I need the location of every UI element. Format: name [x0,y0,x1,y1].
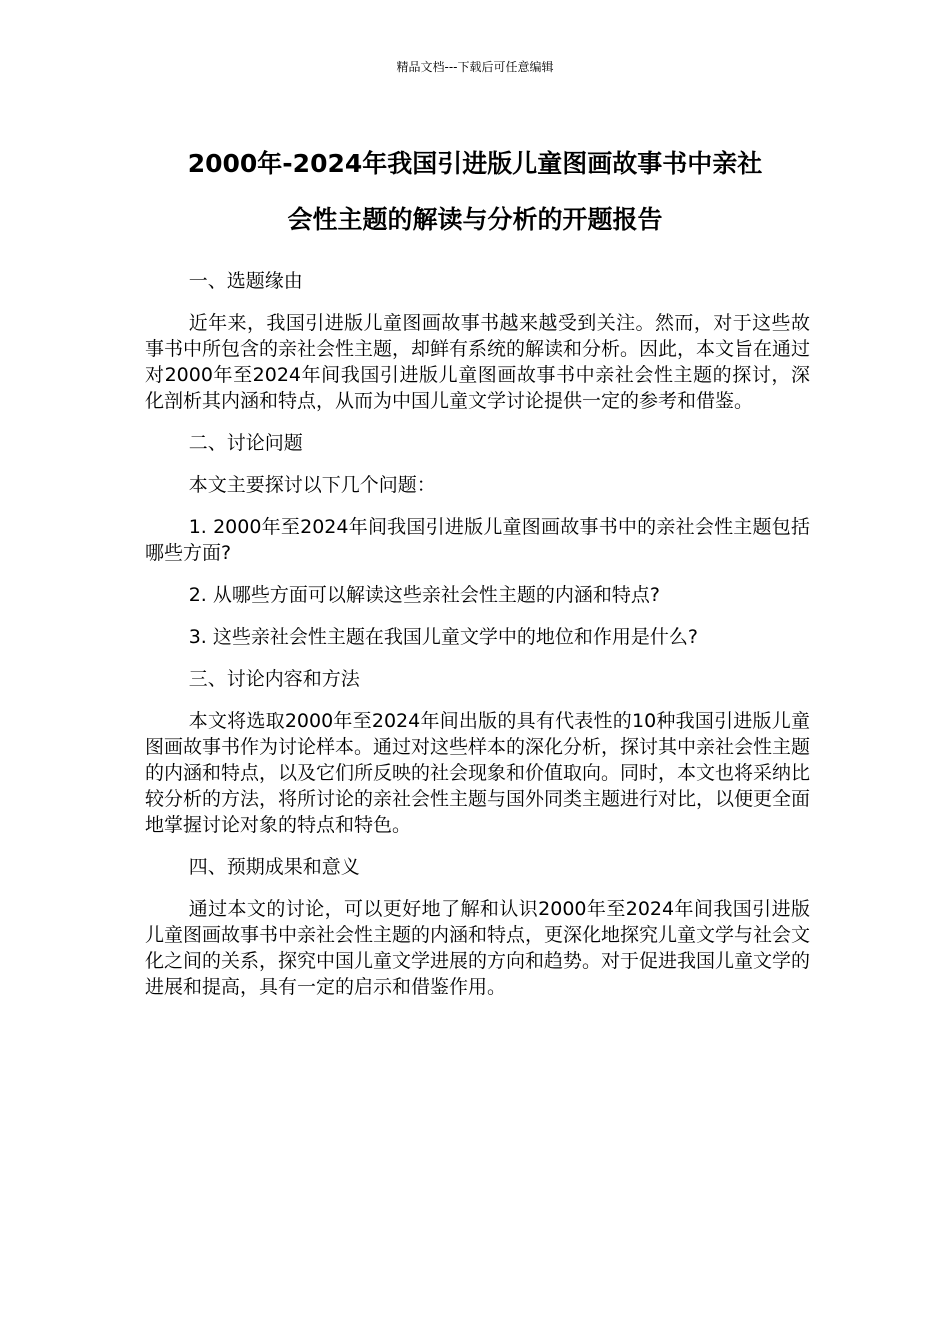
paragraph: 本文主要探讨以下几个问题： [188,474,436,496]
question-item-2: 2. 从哪些方面可以解读这些亲社会性主题的内涵和特点? [188,584,660,606]
question-item-3: 3. 这些亲社会性主题在我国儿童文学中的地位和作用是什么? [188,626,698,648]
section-heading-1: 一、选题缘由 [188,270,303,292]
section-heading-3: 三、讨论内容和方法 [188,668,360,690]
paragraph: 近年来，我国引进版儿童图画故事书越来越受到关注。然而，对于这些故事书中所包含的亲社会性主题，却鲜有系统的解读和分析。因此，本文旨在通过对2000年至2024年间我国引进版儿童图画故事书中亲社会性主题的探讨，深化剖析其内涵和特点，从而为中国儿童文学讨论提供一定的参考和借鉴。 [145,312,811,412]
document-body [145,268,810,1016]
section-heading-2: 二、讨论问题 [188,432,303,454]
section-heading-4: 四、预期成果和意义 [188,856,360,878]
document-title [120,136,830,248]
question-item-1: 1. 2000年至2024年间我国引进版儿童图画故事书中的亲社会性主题包括哪些方面? [145,516,810,564]
paragraph: 通过本文的讨论，可以更好地了解和认识2000年至2024年间我国引进版儿童图画故事书中亲社会性主题的内涵和特点，更深化地探究儿童文学与社会文化之间的关系，探究中国儿童文学进展的方向和趋势。对于促进我国儿童文学的进展和提高，具有一定的启示和借鉴作用。 [145,898,811,998]
header-note: 精品文档---下载后可任意编辑 [396,60,554,74]
title-line-2: 会性主题的解读与分析的开题报告 [287,205,663,234]
paragraph: 本文将选取2000年至2024年间出版的具有代表性的10种我国引进版儿童图画故事书作为讨论样本。通过对这些样本的深化分析，探讨其中亲社会性主题的内涵和特点，以及它们所反映的社会现象和价值取向。同时，本文也将采纳比较分析的方法，将所讨论的亲社会性主题与国外同类主题进行对比，以便更全面地掌握讨论对象的特点和特色。 [145,710,811,836]
title-line-1: 2000年-2024年我国引进版儿童图画故事书中亲社 [187,149,763,178]
